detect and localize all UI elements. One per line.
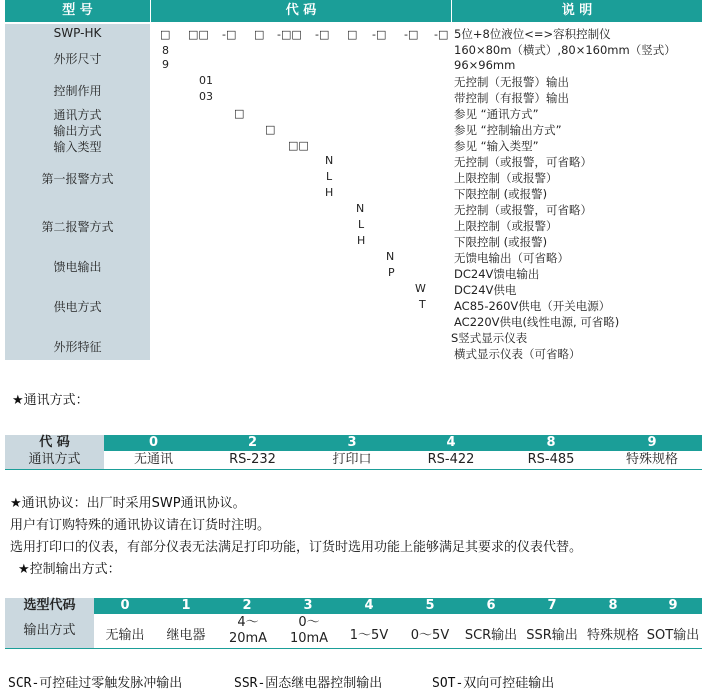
comm-value: 打印口 [332, 452, 372, 467]
note-protocol: ★通讯协议：出厂时采用SWP通讯协议。 [10, 496, 246, 511]
ctl-code: 3 [303, 598, 313, 613]
ctl-value: SOT输出 [646, 628, 700, 643]
code-power-t: T [419, 298, 426, 311]
comm-header-label: 代 码 [5, 435, 104, 451]
desc-line: 160×80m（横式）,80×160mm（竖式） [454, 43, 676, 57]
ctl-value: 1～5V [349, 628, 389, 643]
desc-header-label: 说 明 [561, 3, 593, 18]
desc-line: 带控制（有报警）输出 [454, 91, 569, 105]
note-special: 用户有订购特殊的通讯协议请在订货时注明。 [10, 518, 271, 533]
label-comm: 通讯方式 [53, 108, 102, 122]
code-feed-n: N [386, 250, 395, 263]
code-seg-6: -□ [315, 28, 330, 41]
ctl-header-label: 选型代码 [5, 598, 94, 614]
code-seg-5: -□□ [277, 28, 302, 41]
label-alarm2: 第二报警方式 [41, 220, 114, 234]
label-shape: 外形特征 [53, 340, 102, 354]
code-ctl-01: 01 [199, 74, 213, 87]
desc-line: 无控制（或报警，可省略） [454, 203, 592, 217]
desc-line: 参见 “控制输出方式” [454, 123, 562, 137]
ctl-table [5, 598, 702, 650]
code-alarm2-n: N [356, 202, 365, 215]
desc-line: 上限控制（或报警） [454, 171, 558, 185]
desc-line: 5位+8位液位<=>容积控制仪 [454, 27, 611, 41]
code-comm: □ [234, 107, 245, 120]
footnote-scr: SCR-可控硅过零触发脉冲输出 [8, 676, 183, 691]
comm-code: 0 [148, 435, 159, 450]
comm-value: RS-232 [229, 452, 276, 467]
code-alarm1-n: N [325, 154, 334, 167]
desc-header [452, 0, 702, 22]
footnote-ssr: SSR-固态继电器控制输出 [234, 676, 383, 691]
code-seg-8: -□ [372, 28, 387, 41]
label-input: 输入类型 [53, 140, 102, 154]
desc-line: AC220V供电(线性电源, 可省略) [454, 315, 620, 329]
comm-code: 9 [647, 435, 657, 450]
ctl-code: 8 [608, 598, 618, 613]
code-seg-9: -□ [404, 28, 419, 41]
label-alarm1: 第一报警方式 [41, 172, 114, 186]
desc-line: 参见 “输入类型” [454, 139, 539, 153]
label-feed: 馈电输出 [53, 260, 102, 274]
ctl-code: 0 [120, 598, 130, 613]
desc-line: 横式显示仪表（可省略） [454, 347, 581, 361]
comm-table [5, 435, 702, 471]
desc-line: 96×96mm [454, 58, 516, 72]
label-power: 供电方式 [53, 300, 102, 314]
code-alarm1-h: H [325, 186, 334, 199]
code-seg-1: □ [160, 28, 171, 41]
desc-line: 参见 “通讯方式” [454, 107, 539, 121]
code-seg-3: -□ [222, 28, 237, 41]
code-seg-7: □ [347, 28, 358, 41]
ctl-row-label: 输出方式 [5, 614, 94, 648]
code-seg-10: -□ [434, 28, 449, 41]
ctl-code: 7 [547, 598, 557, 613]
code-size-8: 8 [162, 44, 169, 57]
ctl-section-title: ★控制输出方式： [18, 562, 121, 577]
label-output: 输出方式 [53, 124, 102, 138]
code-alarm1-l: L [326, 170, 333, 183]
ctl-code: 5 [425, 598, 435, 613]
code-feed-p: P [388, 266, 395, 279]
ctl-code: 4 [364, 598, 374, 613]
ctl-value: 继电器 [166, 628, 206, 643]
comm-row-label: 通讯方式 [5, 451, 104, 469]
code-size-9: 9 [162, 58, 169, 71]
code-input: □□ [288, 139, 309, 152]
desc-line: AC85-260V供电（开关电源） [454, 299, 611, 313]
ctl-value: 特殊规格 [586, 628, 639, 643]
code-header [151, 0, 451, 22]
code-seg-2: □□ [188, 28, 209, 41]
comm-code: 4 [446, 435, 456, 450]
code-alarm2-l: L [358, 218, 365, 231]
comm-table-rule [5, 469, 702, 470]
ctl-value: 0～5V [410, 628, 450, 643]
model-header-label: 型 号 [62, 3, 93, 18]
label-control: 控制作用 [53, 84, 102, 98]
label-size: 外形尺寸 [53, 52, 102, 66]
desc-line: S竖式显示仪表 [451, 331, 528, 345]
code-ctl-03: 03 [199, 90, 213, 103]
comm-section-title: ★通讯方式： [12, 393, 89, 408]
desc-line: 下限控制 (或报警) [454, 235, 548, 249]
code-seg-4: □ [254, 28, 265, 41]
model-name: SWP-HK [53, 26, 102, 40]
ctl-table-rule [5, 648, 702, 649]
comm-value: RS-422 [427, 452, 475, 467]
code-output: □ [265, 123, 276, 136]
desc-line: DC24V供电 [454, 283, 517, 297]
desc-line: DC24V馈电输出 [454, 267, 540, 281]
desc-line: 无控制（或报警，可省略） [454, 155, 592, 169]
ctl-code: 6 [486, 598, 496, 613]
ctl-code: 1 [181, 598, 191, 613]
ctl-value: 4～20mA [228, 615, 268, 646]
desc-line: 无控制（无报警）输出 [454, 75, 569, 89]
ctl-code: 9 [668, 598, 678, 613]
ctl-value: SCR输出 [464, 628, 518, 643]
comm-code: 8 [546, 435, 556, 450]
ctl-value: 无输出 [105, 628, 145, 643]
ctl-value: 0～10mA [289, 615, 329, 646]
ctl-value: SSR输出 [526, 628, 578, 643]
model-header [5, 0, 150, 22]
code-header-label: 代 码 [285, 3, 317, 18]
note-printer: 选用打印口的仪表，有部分仪表无法满足打印功能，订货时选用功能上能够满足其要求的仪表代替。 [10, 540, 583, 555]
comm-value: 无通讯 [133, 452, 173, 467]
comm-value: 特殊规格 [625, 452, 678, 467]
code-power-w: W [415, 282, 426, 295]
desc-line: 下限控制 (或报警) [454, 187, 548, 201]
footnote-sot: SOT-双向可控硅输出 [432, 676, 555, 691]
comm-code: 2 [247, 435, 258, 450]
desc-line: 无馈电输出（可省略） [454, 251, 569, 265]
code-alarm2-h: H [357, 234, 366, 247]
comm-code: 3 [347, 435, 357, 450]
desc-line: 上限控制（或报警） [454, 219, 558, 233]
ctl-code: 2 [242, 598, 252, 613]
comm-value: RS-485 [527, 452, 575, 467]
